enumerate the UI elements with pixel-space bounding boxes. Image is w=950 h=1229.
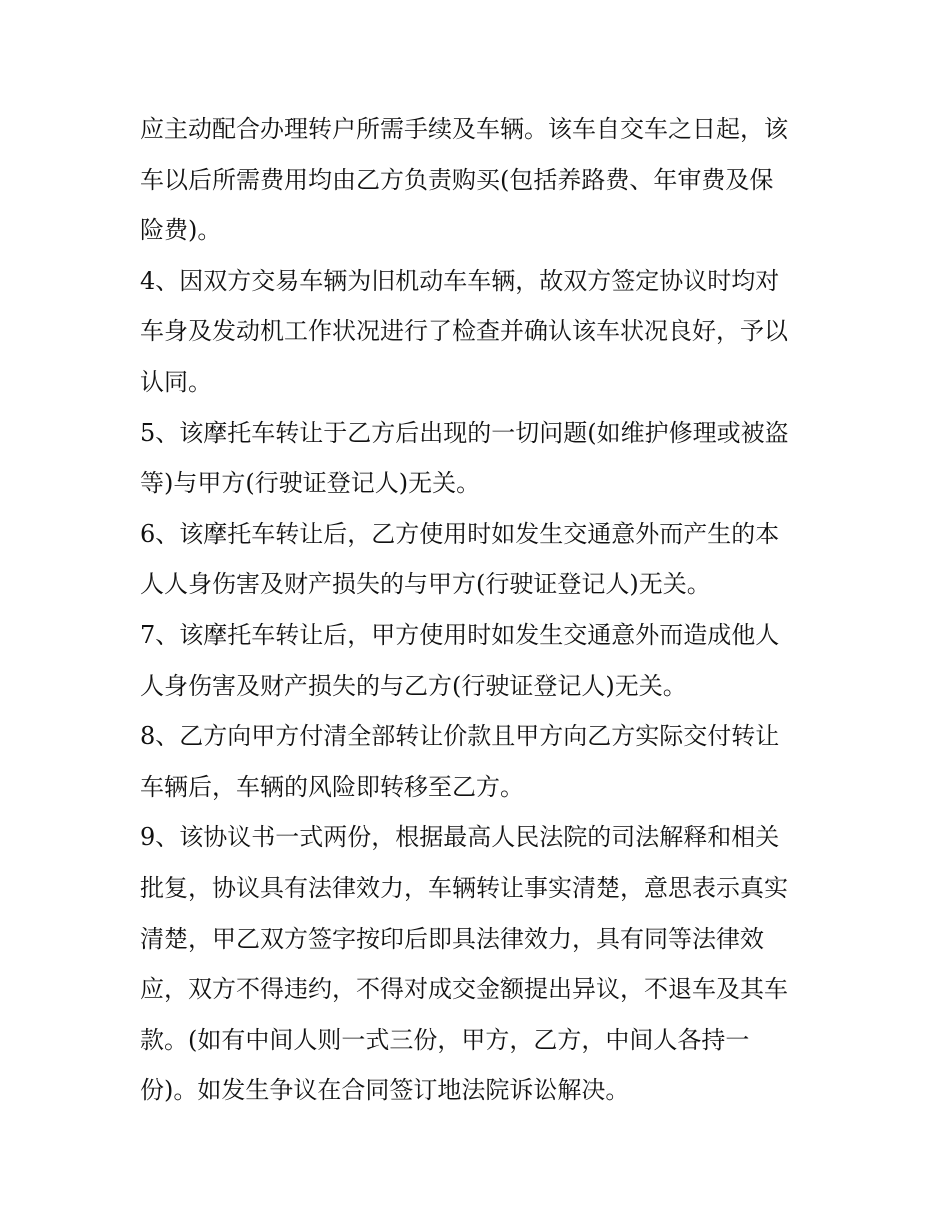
clause-5-line: 5、该摩托车转让于乙方后出现的一切问题(如维护修理或被盗: [140, 418, 789, 447]
clause-7-line: 7、该摩托车转让后，甲方使用时如发生交通意外而造成他人: [140, 620, 780, 649]
text-line: 险费)。: [140, 216, 222, 245]
text-line: 车辆后，车辆的风险即转移至乙方。: [140, 772, 524, 801]
text-line: 应，双方不得违约，不得对成交金额提出异议，不退车及其车: [140, 975, 788, 1004]
text-line: 车以后所需费用均由乙方负责购买(包括养路费、年审费及保: [140, 165, 774, 194]
text-line: 应主动配合办理转户所需手续及车辆。该车自交车之日起，该: [140, 115, 788, 143]
text-line: 等)与甲方(行驶证登记人)无关。: [140, 469, 481, 498]
text-line: 车身及发动机工作状况进行了检查并确认该车状况良好，予以: [140, 317, 788, 346]
text-line: 人身伤害及财产损失的与乙方(行驶证登记人)无关。: [140, 671, 687, 700]
text-line: 份)。如发生争议在合同签订地法院诉讼解决。: [140, 1076, 630, 1105]
text-line: 认同。: [140, 367, 212, 396]
text-line: 清楚，甲乙双方签字按印后即具法律效力，具有同等法律效: [140, 924, 764, 953]
text-line: 批复，协议具有法律效力，车辆转让事实清楚，意思表示真实: [140, 873, 788, 902]
document-body: [140, 104, 820, 1116]
clause-6-line: 6、该摩托车转让后，乙方使用时如发生交通意外而产生的本: [140, 519, 780, 548]
text-line: 人人身伤害及财产损失的与甲方(行驶证登记人)无关。: [140, 570, 711, 599]
text-line: 款。(如有中间人则一式三份，甲方，乙方，中间人各持一: [140, 1025, 750, 1054]
clause-8-line: 8、乙方向甲方付清全部转让价款且甲方向乙方实际交付转让: [140, 722, 780, 751]
clause-4-line: 4、因双方交易车辆为旧机动车车辆，故双方签定协议时均对: [140, 266, 780, 295]
clause-9-line: 9、该协议书一式两份，根据最高人民法院的司法解释和相关: [140, 823, 780, 852]
